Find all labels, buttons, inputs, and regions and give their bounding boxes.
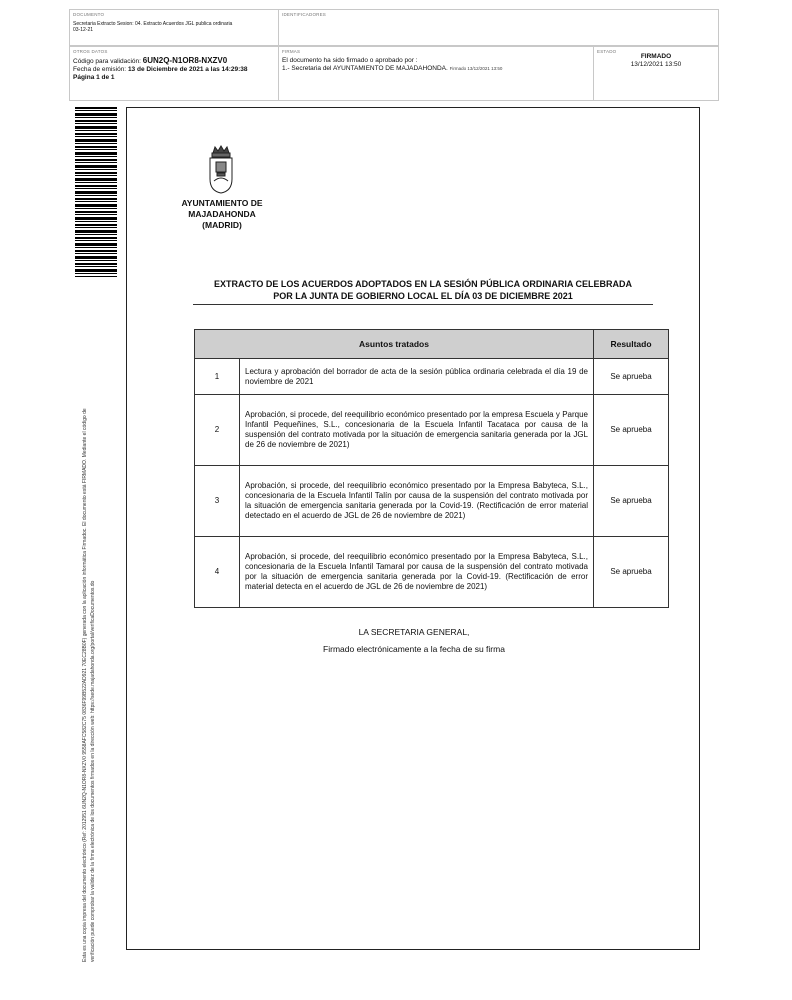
title-line2: POR LA JUNTA DE GOBIERNO LOCAL EL DÍA 03 DE DICIEMBRE 2021 <box>273 291 573 301</box>
row-text: Aprobación, si procede, del reequilibrio económico presentado por la Empresa Babyteca, S.L., concesionaria de la Escuela Infantil Talín por causa de la suspensión del contrato motivada por la situación de emergencia sanitaria generada por la Covid-19. (Rectificación de error material detectado en el acuerdo de JGL de 26 de noviembre de 2021) <box>240 466 594 537</box>
signature-note: Firmado electrónicamente a la fecha de su firma <box>323 644 505 654</box>
row-result: Se aprueba <box>594 395 669 466</box>
fecha-label: Fecha de emisión: <box>73 66 127 73</box>
pagina-label: Página 1 de 1 <box>73 74 115 81</box>
organization-name <box>167 198 277 231</box>
documento-text: Secretaria Extracto Sesion: 04. Extracto Acuerdos JGL publica ordinaria 03-12-21 <box>73 21 233 33</box>
identificadores-caption: IDENTIFICADORES <box>282 12 327 17</box>
documento-caption: DOCUMENTO <box>73 12 105 17</box>
estado-cell <box>593 47 718 100</box>
row-number: 2 <box>195 395 240 466</box>
fecha-value: 13 de Diciembre de 2021 a las 14:29:38 <box>127 66 248 73</box>
codigo-value: 6UN2Q-N1OR8-NXZV0 <box>142 56 228 65</box>
row-text: Aprobación, si procede, del reequilibrio económico presentado por la empresa Escuela y Parque Infantil Pequeñines, S.L., concesionaria de la Escuela Infantil Tacataca por causa de la suspensión del contrato motivada por la situación de emergencia sanitaria generada por la JGL de 26 de noviembre de 2021) <box>240 395 594 466</box>
header-row-document <box>69 9 719 46</box>
firmas-line2 <box>282 65 590 73</box>
row-text: Aprobación, si procede, del reequilibrio económico presentado por la Empresa Babyteca, S.L., concesionaria de la Escuela Infantil Tamaral por causa de la suspensión del contrato motivada por la situación de emergencia sanitaria generada por la Covid-19. (Rectificación de error material detecta en el acuerdo de JGL de 26 de noviembre de 2021) <box>240 537 594 608</box>
row-number: 3 <box>195 466 240 537</box>
estado-value: FIRMADO <box>640 53 672 60</box>
row-result: Se aprueba <box>594 537 669 608</box>
otros-datos-cell <box>70 47 278 100</box>
firmas-date: Firmado 13/12/2021 13:50 <box>449 66 503 71</box>
fecha-emision <box>73 66 275 74</box>
row-number: 1 <box>195 359 240 395</box>
codigo-label: Código para validación: <box>73 58 141 65</box>
row-result: Se aprueba <box>594 466 669 537</box>
barcode-icon <box>75 107 117 277</box>
estado-date: 13/12/2021 13:50 <box>630 61 682 68</box>
title-underline <box>193 304 653 305</box>
row-result: Se aprueba <box>594 359 669 395</box>
firmas-line1: El documento ha sido firmado o aprobado por : <box>282 57 418 64</box>
estado-caption: ESTADO <box>597 49 617 54</box>
col-header-asuntos: Asuntos tratados <box>195 330 594 359</box>
signature-title: LA SECRETARIA GENERAL, <box>358 627 470 637</box>
table-row <box>195 537 669 608</box>
documento-cell <box>70 10 278 45</box>
firmas-caption: FIRMAS <box>282 49 301 54</box>
coat-of-arms-icon <box>205 145 237 195</box>
title-line1: EXTRACTO DE LOS ACUERDOS ADOPTADOS EN LA SESIÓN PÚBLICA ORDINARIA CELEBRADA <box>213 279 633 289</box>
codigo-validacion[interactable] <box>73 57 275 66</box>
side-verification-line1: Esta es una copia impresa del documento electrónico (Ref: 2012951 6UN2Q-N1OR8-NXZV0 9558AFC582C75 0836F99B522AD921 70EC28B0F) generada con la aplicación informática Firmadoc. El documento está FIRMADO. Mediante el código de <box>82 408 88 962</box>
row-text: Lectura y aprobación del borrador de acta de la sesión pública ordinaria celebrada el día 19 de noviembre de 2021 <box>240 359 594 395</box>
document-page <box>126 107 700 950</box>
org-line2: MAJADAHONDA <box>188 209 256 219</box>
otros-datos-caption: OTROS DATOS <box>73 49 108 54</box>
agenda-table <box>194 329 669 608</box>
header-row-data <box>69 46 719 101</box>
org-line1: AYUNTAMIENTO DE <box>181 198 263 208</box>
table-header-row <box>195 330 669 359</box>
table-row <box>195 395 669 466</box>
firmas-cell <box>278 47 593 100</box>
col-header-resultado: Resultado <box>594 330 669 359</box>
firmas-signer: 1.- Secretaria del AYUNTAMIENTO DE MAJADAHONDA. <box>282 65 448 72</box>
row-number: 4 <box>195 537 240 608</box>
org-line3: (MADRID) <box>202 220 242 230</box>
table-row <box>195 466 669 537</box>
document-title <box>193 278 653 302</box>
table-row <box>195 359 669 395</box>
side-verification-line2: verificación puede comprobar la validez de la firma electrónica de los documentos firmados en la dirección web: https://sede.majadahonda.org/portal/verificaDocumentos.do <box>90 580 96 962</box>
identificadores-cell <box>278 10 718 45</box>
